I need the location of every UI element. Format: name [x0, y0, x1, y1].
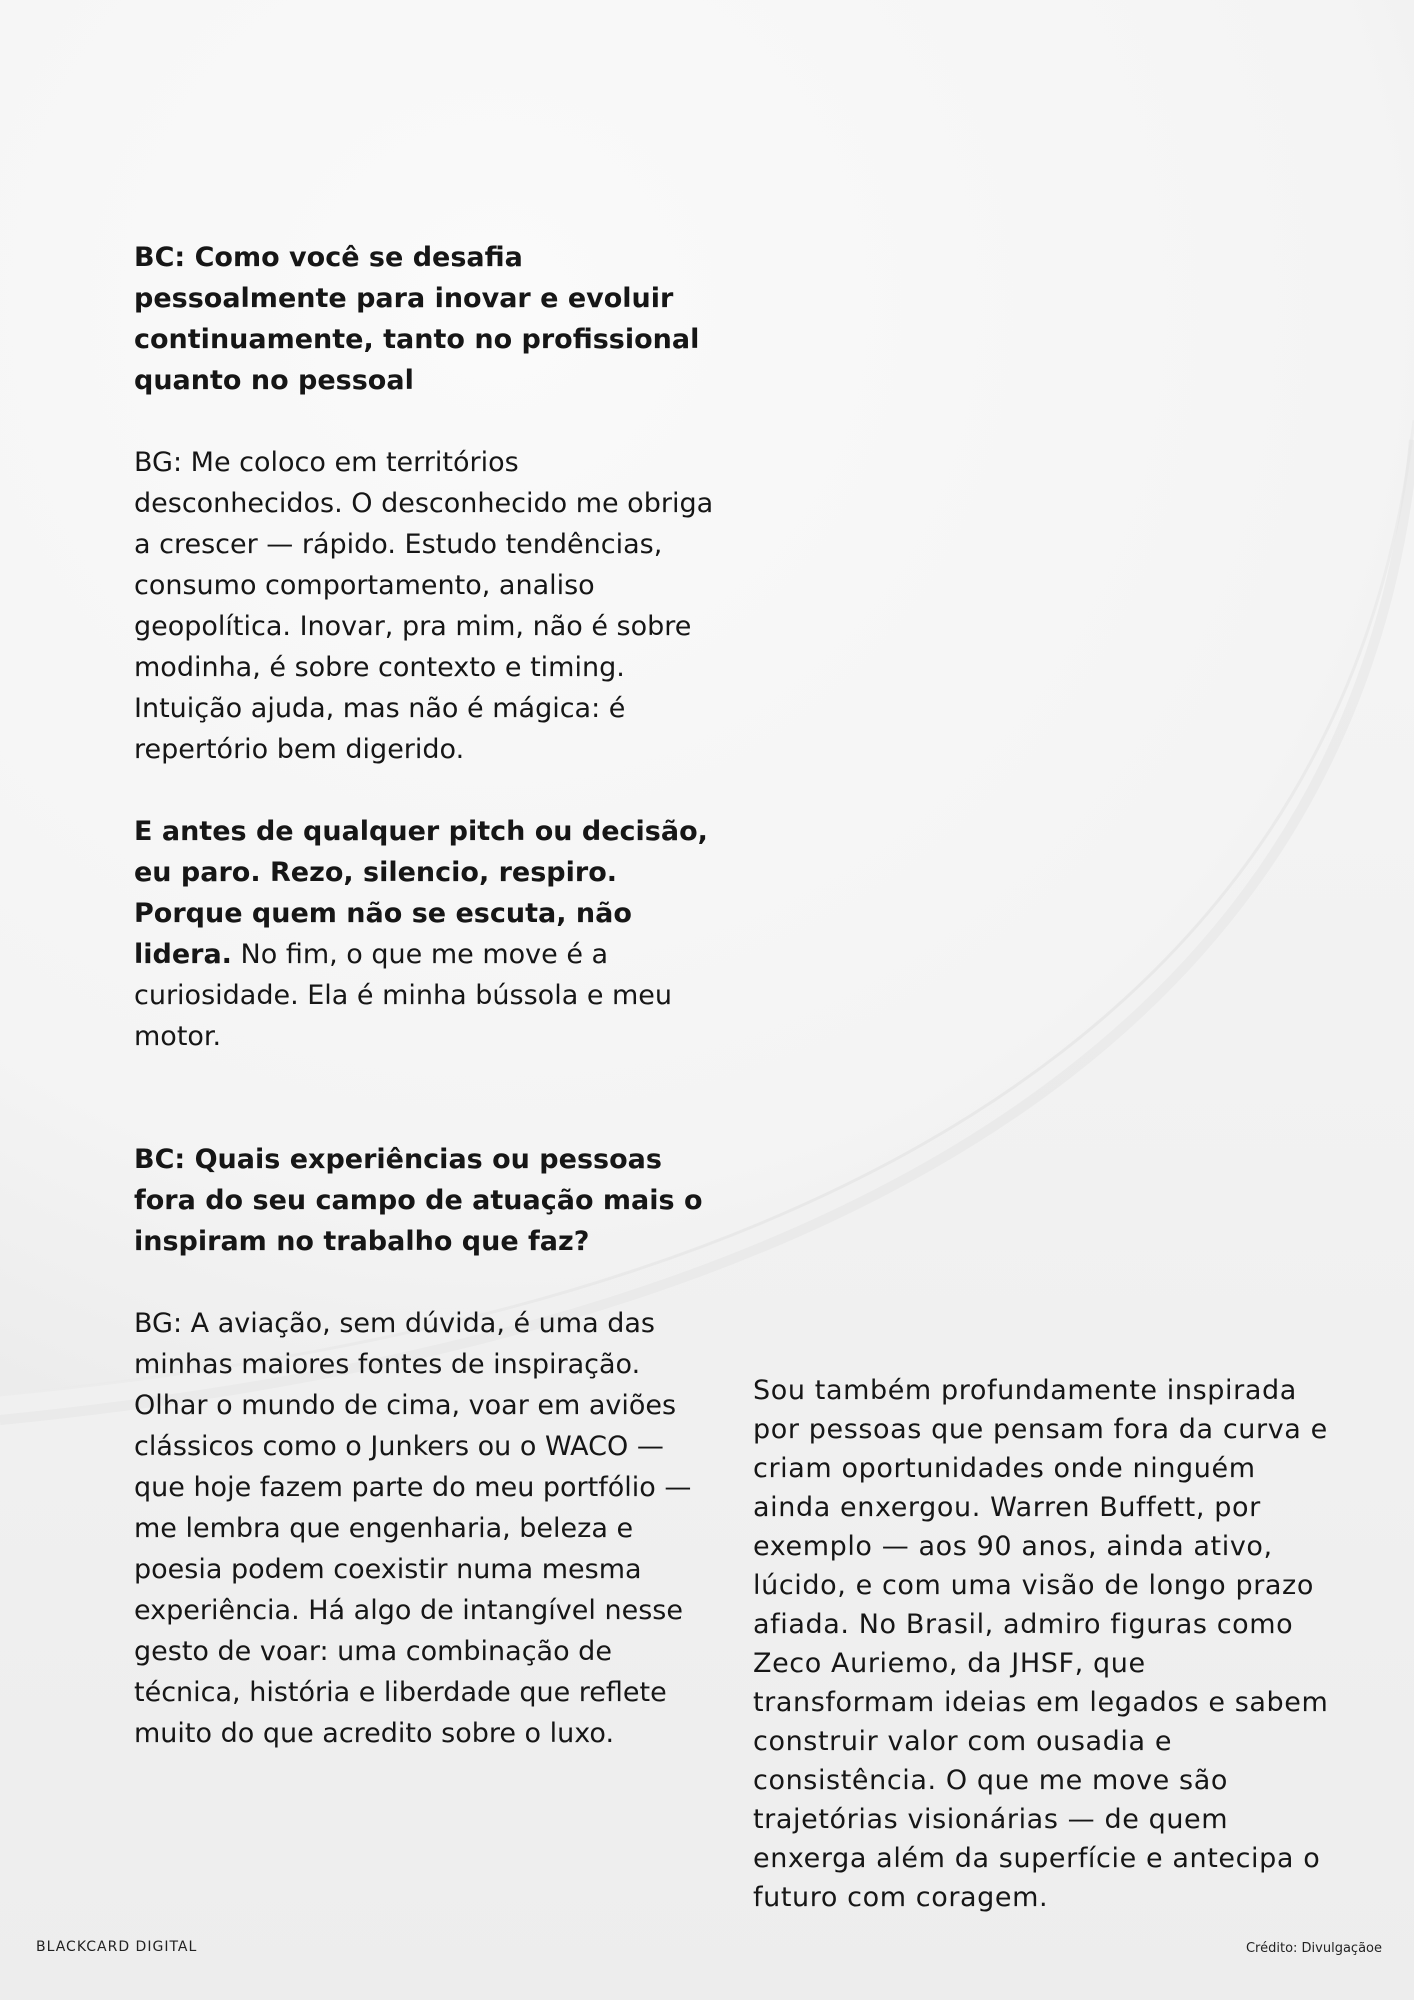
answer-1: BG: Me coloco em territórios desconhecidos. O desconhecido me obriga a crescer — rápido. Estudo tendências, consumo comportamento, analiso geopolítica. Inovar, pra mim, não é sobre modinha, é sobre contexto e timing. Intuição ajuda, mas não é mágica: é repertório bem digerido.	[134, 447, 714, 765]
question-2: BC: Quais experiências ou pessoas fora do seu campo de atuação mais o inspiram no trabalho que faz?	[134, 1144, 703, 1257]
answer-2: BG: A aviação, sem dúvida, é uma das minhas maiores fontes de inspiração. Olhar o mundo de cima, voar em aviões clássicos como o Junkers ou o WACO — que hoje fazem parte do meu portfólio — me lembra que engenharia, beleza e poesia podem coexistir numa mesma experiência. Há algo de intangível nesse gesto de voar: uma combinação de técnica, história e liberdade que reflete muito do que acredito sobre o luxo.	[134, 1308, 692, 1749]
answer-1-continued	[134, 811, 714, 1057]
answer-1-emphasis: E antes de qualquer pitch ou decisão, eu paro. Rezo, silencio, respiro. Porque quem não se escuta, não lidera.	[134, 816, 708, 970]
question-1: BC: Como você se desafia pessoalmente para inovar e evoluir continuamente, tanto no profissional quanto no pessoal	[134, 242, 700, 396]
right-column	[753, 1371, 1333, 1917]
left-column	[134, 237, 714, 1754]
answer-2-continued: Sou também profundamente inspirada por pessoas que pensam fora da curva e criam oportunidades onde ninguém ainda enxergou. Warren Buffett, por exemplo — aos 90 anos, ainda ativo, lúcido, e com uma visão de longo prazo afiada. No Brasil, admiro figuras como Zeco Auriemo, da JHSF, que transformam ideias em legados e sabem construir valor com ousadia e consistência. O que me move são trajetórias visionárias — de quem enxerga além da superfície e antecipa o futuro com coragem.	[753, 1375, 1329, 1913]
photo-credit: Crédito: Divulgaçãoe	[1245, 1941, 1382, 1956]
brand-footer: BLACKCARD DIGITAL	[36, 1939, 198, 1955]
answer-1-rest: No fim, o que me move é a curiosidade. Ela é minha bússola e meu motor.	[134, 939, 673, 1052]
